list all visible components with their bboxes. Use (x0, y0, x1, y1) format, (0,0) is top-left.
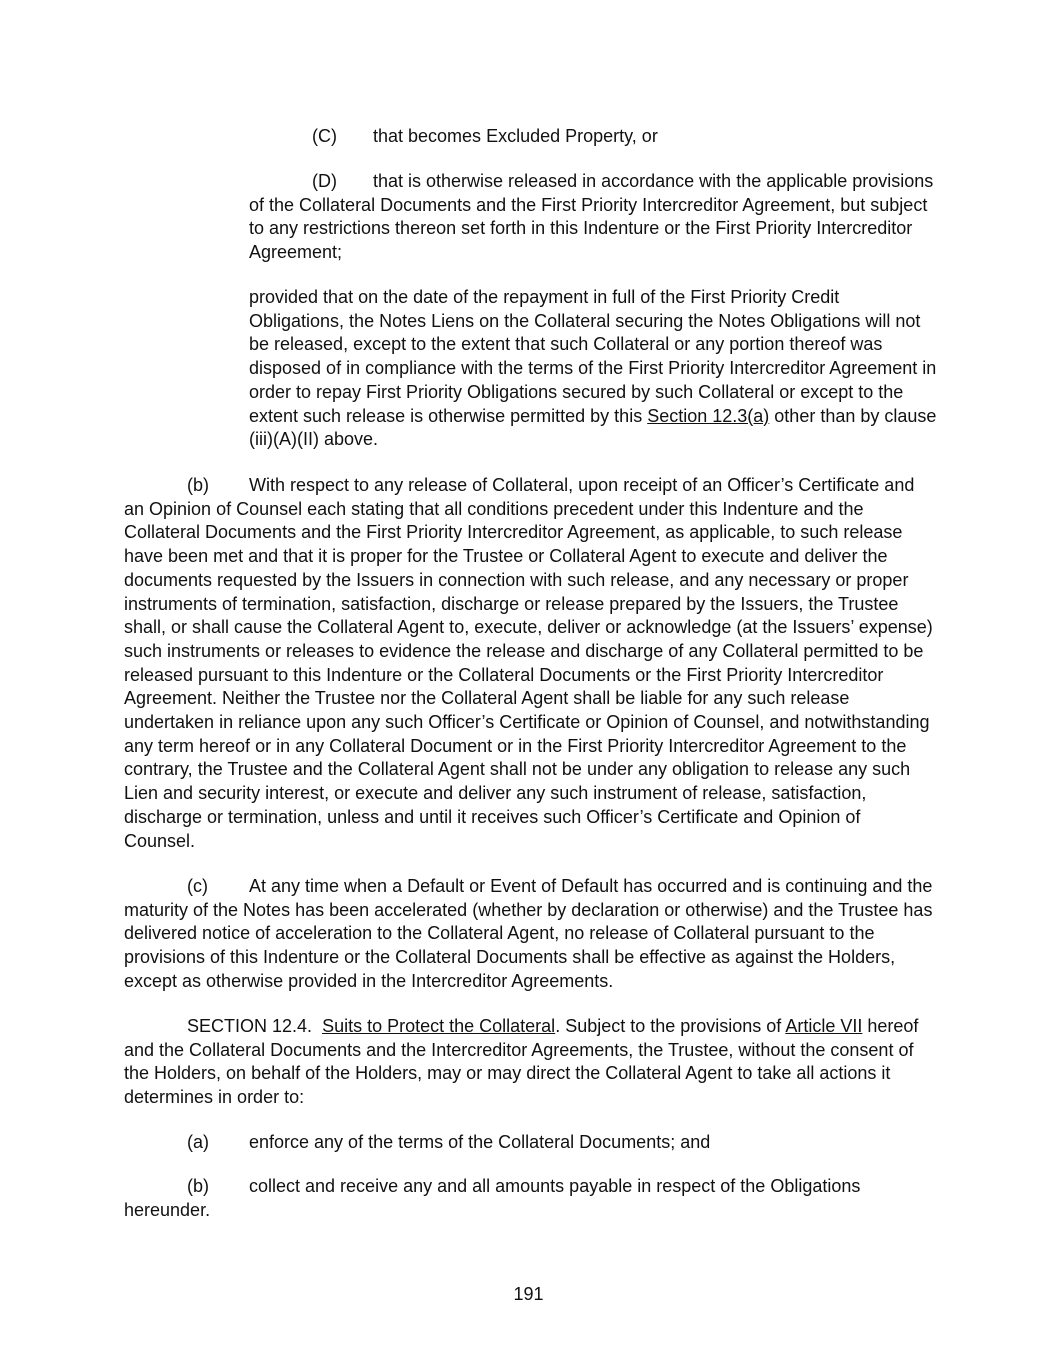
sub-item-a-label: (a) (187, 1132, 209, 1152)
clause-d (249, 170, 937, 265)
sub-item-b-label: (b) (187, 1176, 209, 1196)
section-text-1: . Subject to the provisions of (555, 1016, 782, 1036)
section-text-2: hereof and the Collateral Documents and the Intercreditor Agreements, the Trustee, without the consent of the Holders, on behalf of the Holders, may or may direct the Collateral Agent to take all actions it determines in order to: (124, 1016, 919, 1108)
sub-item-b-text: collect and receive any and all amounts payable in respect of the Obligations hereunder. (124, 1176, 861, 1220)
sub-item-b (124, 1175, 936, 1222)
clause-d-label: (D) (312, 171, 337, 191)
section-number: SECTION 12.4. (187, 1016, 313, 1036)
clause-c-label: (C) (312, 126, 337, 146)
section-12-3a-link[interactable]: Section 12.3(a) (647, 405, 770, 426)
page-number: 191 (513, 1284, 544, 1304)
clause-d-text: that is otherwise released in accordance with the applicable provisions of the Collateral Documents and the First Priority Intercreditor Agreement, but subject to any restrictions thereon set forth in this Indenture or the First Priority Intercreditor Agreement; (249, 171, 934, 263)
paragraph-b (124, 474, 936, 853)
paragraph-c-label: (c) (187, 876, 208, 896)
sub-item-a-text: enforce any of the terms of the Collateral Documents; and (249, 1132, 711, 1152)
proviso-text-end: other than by clause (iii)(A)(II) above. (249, 405, 937, 450)
proviso-paragraph (249, 286, 937, 452)
article-vii-link[interactable]: Article VII (785, 1016, 863, 1036)
paragraph-b-text: With respect to any release of Collateral, upon receipt of an Officer’s Certificate and an Opinion of Counsel each stating that all conditions precedent under this Indenture and the Collateral Documents and the First Priority Intercreditor Agreement, as applicable, to such release have been met and that it is proper for the Trustee or Collateral Agent to execute and deliver the documents requested by the Issuers in connection with such release, and any necessary or proper instruments of termination, satisfaction, discharge or release prepared by the Issuers, the Trustee shall, or shall cause the Collateral Agent to, execute, deliver or acknowledge (at the Issuers’ expense) such instruments or releases to evidence the release and discharge of any Collateral permitted to be released pursuant to this Indenture or the Collateral Documents or the First Priority Intercreditor Agreement. Neither the Trustee nor the Collateral Agent shall be liable for any such release undertaken in reliance upon any such Officer’s Certificate or Opinion of Counsel, and notwithstanding any term hereof or in any Collateral Document or in the First Priority Intercreditor Agreement to the contrary, the Trustee and the Collateral Agent shall not be under any obligation to release any such Lien and security interest, or execute and deliver any such instrument of release, satisfaction, discharge or termination, unless and until it receives such Officer’s Certificate and Opinion of Counsel. (124, 475, 933, 851)
paragraph-c (124, 875, 936, 994)
clause-c-text: that becomes Excluded Property, or (373, 126, 658, 146)
section-heading: Suits to Protect the Collateral (322, 1016, 556, 1036)
section-12-4 (124, 1015, 936, 1110)
proviso-text: provided that on the date of the repayment in full of the First Priority Credit Obligations, the Notes Liens on the Collateral securing the Notes Obligations will not be released, except to the extent that such Collateral or any portion thereof was disposed of in compliance with the terms of the First Priority Intercreditor Agreement in order to repay First Priority Obligations secured by such Collateral or except to the extent such release is otherwise permitted by this (249, 287, 937, 426)
paragraph-b-label: (b) (187, 475, 209, 495)
sub-item-a (187, 1131, 937, 1155)
paragraph-c-text: At any time when a Default or Event of Default has occurred and is continuing and the maturity of the Notes has been accelerated (whether by declaration or otherwise) and the Trustee has delivered notice of acceleration to the Collateral Agent, no release of Collateral pursuant to the provisions of this Indenture or the Collateral Documents shall be effective as against the Holders, except as otherwise provided in the Intercreditor Agreements. (124, 876, 933, 991)
clause-c (312, 125, 932, 149)
